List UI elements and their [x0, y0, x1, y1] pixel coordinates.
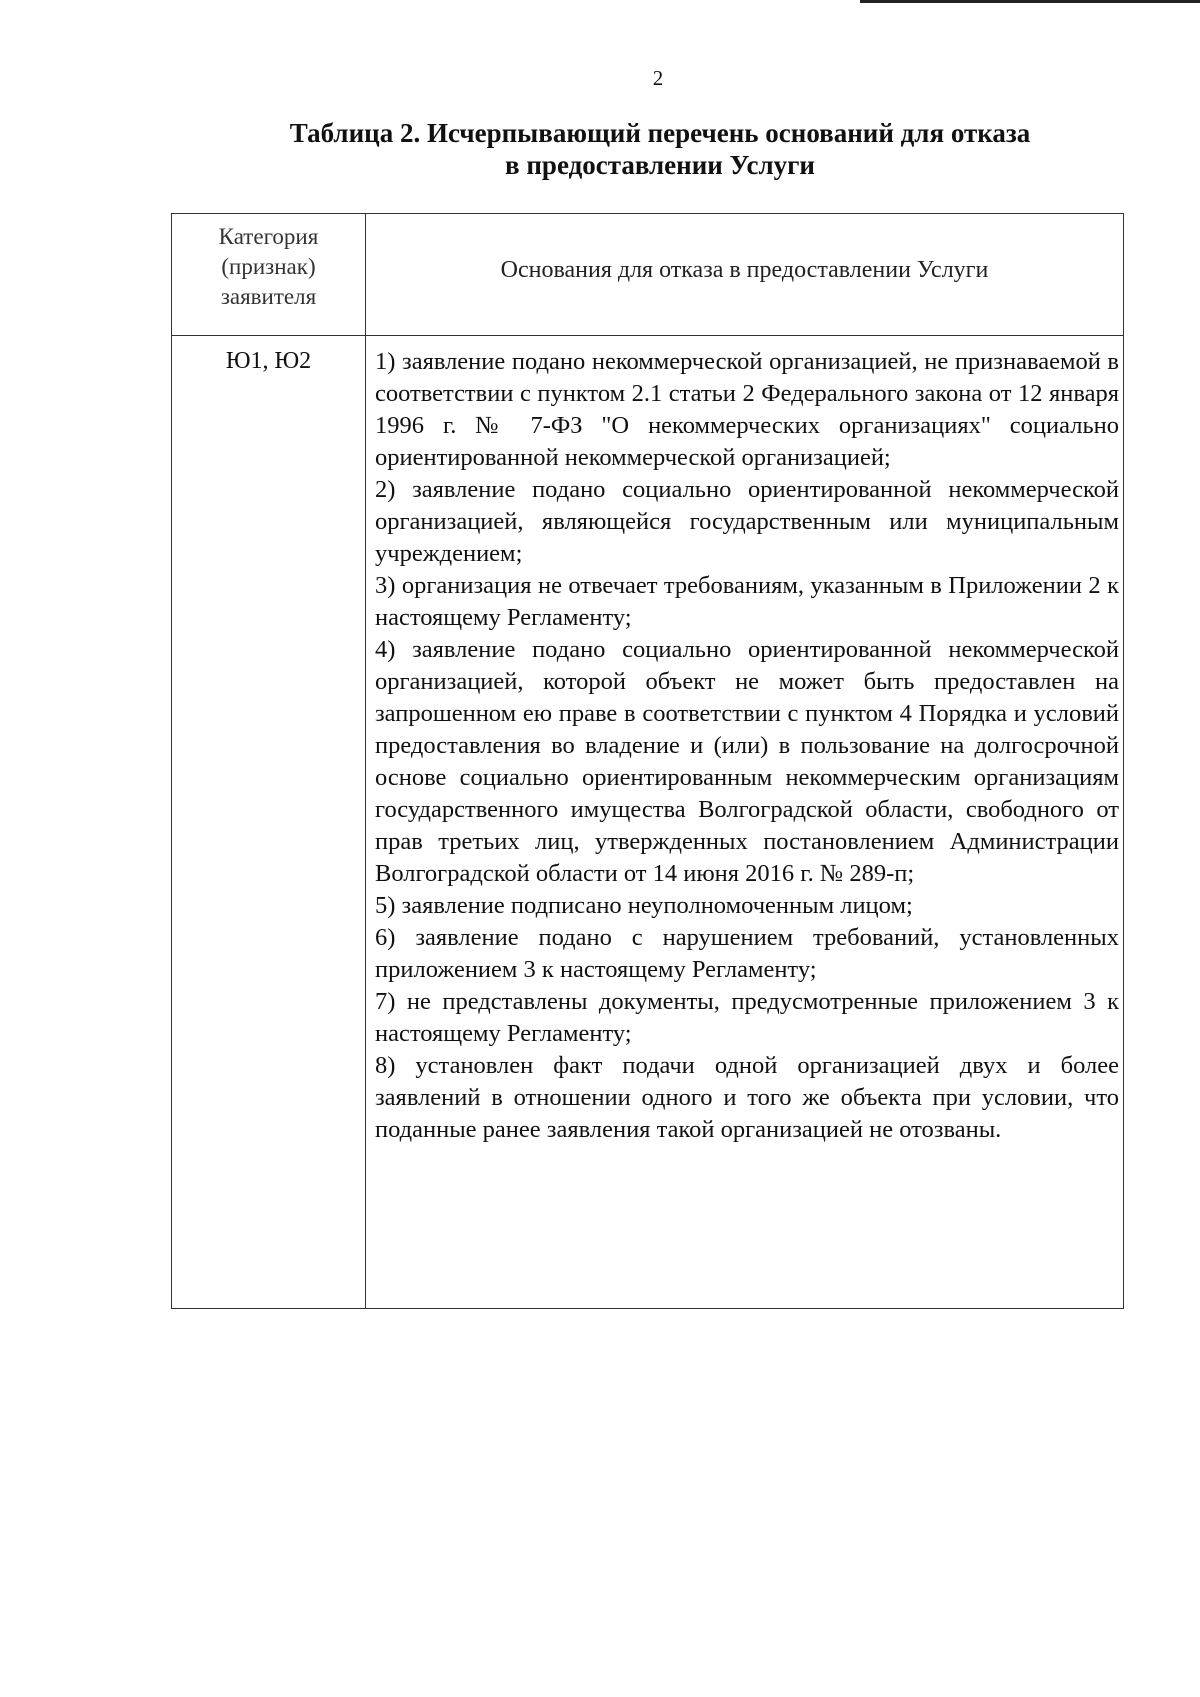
table-row: [172, 336, 1124, 1309]
table-header-row: [172, 214, 1124, 336]
header-category-line-1: Категория: [218, 224, 319, 249]
header-grounds-cell: Основания для отказа в предоставлении Услуги: [366, 214, 1124, 336]
ground-item-2: 2) заявление подано социально ориентированной некоммерческой организацией, являющейся государственным или муниципальным учреждением;: [375, 476, 1119, 567]
ground-item-8: 8) установлен факт подачи одной организацией двух и более заявлений в отношении одного и того же объекта при условии, что поданные ранее заявления такой организацией не отозваны.: [375, 1052, 1119, 1143]
ground-item-1: 1) заявление подано некоммерческой организацией, не признаваемой в соответствии с пунктом 2.1 статьи 2 Федерального закона от 12 января 1996 г. № 7-ФЗ "О некоммерческих организациях" социально ориентированной некоммерческой организацией;: [375, 348, 1119, 471]
ground-item-5: 5) заявление подписано неуполномоченным лицом;: [375, 892, 913, 919]
table-title-line-2: в предоставлении Услуги: [505, 150, 815, 180]
table-title: [180, 117, 1140, 181]
header-category-line-3: заявителя: [220, 284, 317, 309]
page-number: 2: [652, 66, 664, 90]
ground-item-6: 6) заявление подано с нарушением требований, установленных приложением 3 к настоящему Регламенту;: [375, 924, 1119, 983]
header-category-cell: [172, 214, 366, 336]
refusal-grounds-table: [171, 213, 1124, 1309]
table-title-line-1: Таблица 2. Исчерпывающий перечень оснований для отказа: [289, 118, 1031, 148]
ground-item-4: 4) заявление подано социально ориентированной некоммерческой организацией, которой объект не может быть предоставлен на запрошенном ею праве в соответствии с пунктом 4 Порядка и условий предоставления во владение и (или) в пользование на долгосрочной основе социально ориентированным некоммерческим организациям государственного имущества Волгоградской области, свободного от прав третьих лиц, утвержденных постановлением Администрации Волгоградской области от 14 июня 2016 г. № 289-п;: [375, 636, 1119, 887]
ground-item-7: 7) не представлены документы, предусмотренные приложением 3 к настоящему Регламенту;: [375, 988, 1119, 1047]
grounds-cell: [366, 336, 1124, 1309]
category-cell: Ю1, Ю2: [172, 336, 366, 1309]
scan-edge-mark: [860, 0, 1200, 3]
ground-item-3: 3) организация не отвечает требованиям, указанным в Приложении 2 к настоящему Регламенту;: [375, 572, 1119, 631]
header-category-line-2: (признак): [221, 254, 316, 279]
